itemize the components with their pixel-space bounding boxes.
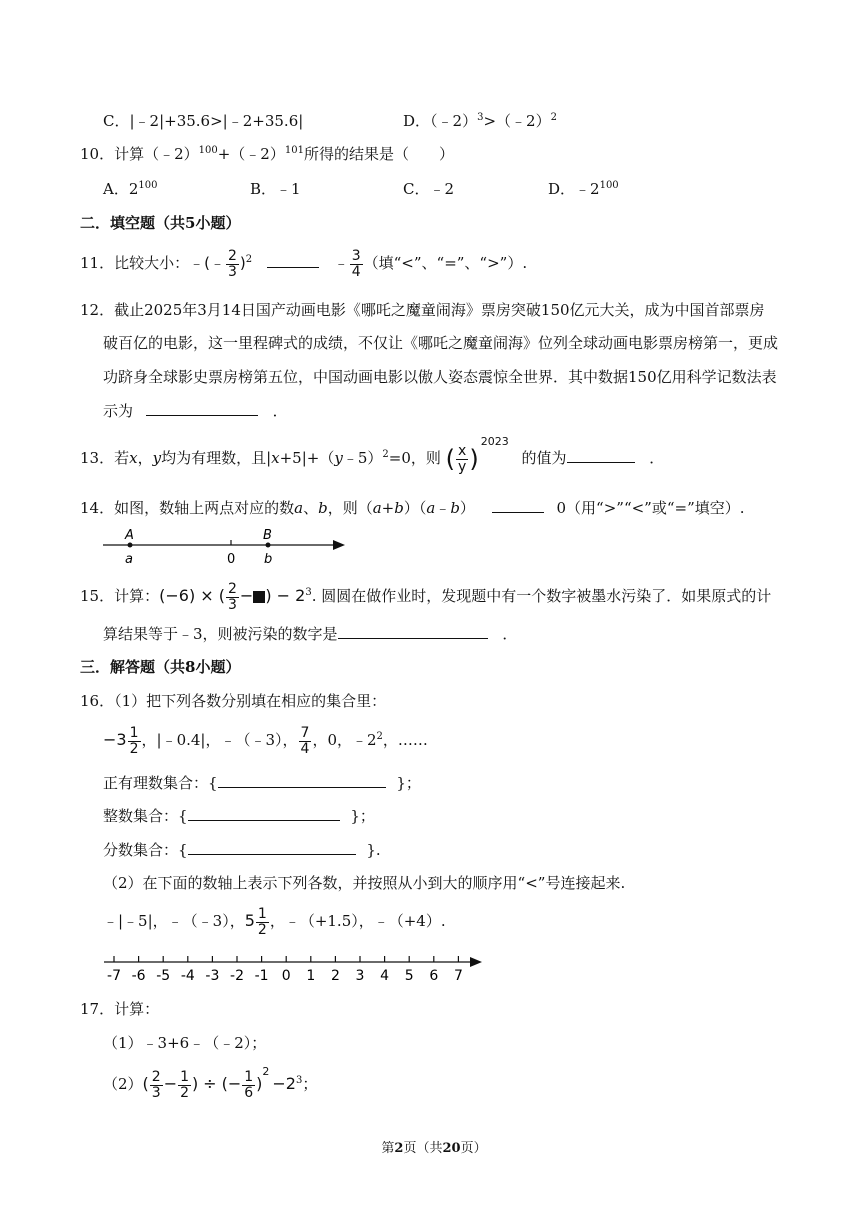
q16-set-positive-rational — [103, 771, 421, 794]
q10-option-c-value: ﹣2 — [429, 180, 455, 198]
q11-answer-blank[interactable] — [267, 251, 319, 268]
q16-tick-label: -7 — [107, 968, 121, 984]
q10-option-b — [250, 178, 301, 200]
q9-option-d-base2: （﹣2） — [496, 112, 551, 130]
q15-answer-blank[interactable] — [338, 622, 488, 639]
section-2-heading: 二．填空题（共5小题） — [80, 214, 241, 232]
q16-part-2-numbers — [103, 903, 446, 939]
q11-f2-denominator: 4 — [351, 263, 361, 280]
q13-text-4: +5|+（ — [279, 449, 335, 467]
q13-comma: ， — [137, 449, 153, 467]
q13-left-paren: ( — [445, 445, 456, 473]
q9-option-d-base1: （﹣2） — [430, 112, 478, 130]
q14-label-B: B — [263, 528, 272, 543]
q13-var-x: x — [129, 449, 138, 467]
q12-text-line-4: 示为 — [103, 402, 134, 420]
q13-exp-1: 2 — [382, 449, 389, 460]
q16-set3-end: }. — [366, 841, 381, 859]
q13-text-2: 均为有理数，且| — [161, 449, 272, 467]
q10-option-d-base: ﹣2 — [575, 180, 600, 198]
q14-text-7: b — [450, 499, 460, 517]
q14-text-6: ﹣ — [435, 499, 451, 517]
q16-part-1 — [80, 690, 386, 712]
q10-exp-2: 101 — [284, 145, 304, 156]
q17-p2-fraction-b — [178, 1070, 191, 1101]
q16-tick-label: -5 — [156, 968, 171, 984]
q14-answer-blank[interactable] — [492, 496, 544, 513]
q16-tick-label: -2 — [230, 968, 244, 984]
q11-fraction-2 — [350, 249, 363, 280]
q10-option-a-label: A． — [103, 180, 129, 198]
q15-text-1: 计算： — [114, 587, 160, 605]
q14-number: 14． — [80, 499, 115, 517]
q10-option-c — [403, 178, 454, 200]
q10-option-d — [548, 178, 619, 200]
q13-text-5: y — [334, 449, 343, 467]
q17-p2-left-paren: ( — [142, 1074, 149, 1093]
q15-exp: 3 — [305, 587, 312, 598]
q15-expr-3: ) − 2 — [265, 586, 306, 605]
q15-end: ． — [502, 625, 518, 643]
q13-f-numerator: x — [458, 442, 467, 459]
q17-p2-right-paren-2: ) — [256, 1074, 263, 1093]
q16-part-1-text: （1）把下列各数分别填在相应的集合里： — [114, 692, 387, 710]
q16-tick-label: -1 — [254, 968, 269, 984]
q14-stem — [80, 496, 745, 519]
q13-exponent: 2023 — [480, 435, 509, 448]
section-3-heading: 三．解答题（共8小题） — [80, 658, 241, 676]
q13-text-7: =0，则 — [388, 449, 441, 467]
footer-pre: 第 — [381, 1141, 395, 1156]
q17-p2-b-denominator: 2 — [180, 1084, 190, 1101]
q9-option-d-op: > — [483, 112, 497, 130]
q16-tick-label: -4 — [180, 968, 195, 984]
q14-label-b: b — [264, 552, 273, 567]
q16-n3-numerator: 7 — [300, 724, 310, 741]
q14-text-8: ） — [459, 499, 475, 517]
q16-tick-label: 0 — [281, 968, 291, 984]
q12-end: ． — [272, 402, 288, 420]
q16-tick-label: 1 — [306, 968, 316, 984]
q10-option-b-label: B． — [250, 180, 277, 198]
footer-post: 页） — [460, 1141, 487, 1156]
q10-option-d-exp: 100 — [599, 180, 619, 191]
q16-set3-blank[interactable] — [188, 838, 356, 855]
q17-p2-tail: −2 — [272, 1074, 296, 1093]
q16-set-integer — [103, 804, 375, 827]
q9-option-c — [103, 110, 303, 132]
q15-number: 15． — [80, 587, 115, 605]
q11-text-1: 比较大小： — [114, 254, 190, 272]
q14-axis-arrow — [333, 540, 345, 550]
q10-option-a-base: 2 — [128, 180, 139, 198]
q11-text-2: （填“<”、“=”、“>”）. — [363, 254, 528, 272]
q13 — [80, 435, 665, 478]
q15-line-1 — [80, 578, 771, 614]
q11-fraction-1 — [226, 249, 239, 280]
q16-part-2: （2）在下面的数轴上表示下列各数，并按照从小到大的顺序用“<”号连接起来. — [103, 874, 626, 892]
q16-m3: ，﹣（+1.5），﹣（+4）. — [269, 912, 446, 930]
q17-p2-fraction-a — [150, 1070, 163, 1101]
q13-answer-blank[interactable] — [567, 446, 635, 463]
q16-number-list — [103, 722, 428, 758]
q9-option-d — [403, 110, 557, 132]
q12-line-3: 功跻身全球影史票房榜第五位，中国动画电影以傲人姿态震惊全世界．其中数据150亿用科学记数法表 — [103, 368, 777, 386]
q17-stem — [80, 998, 159, 1020]
q10-option-b-value: ﹣1 — [276, 180, 301, 198]
q14-number-line — [95, 525, 355, 570]
q15-text-2: . 圆圆在做作业时，发现题中有一个数字被墨水污染了．如果原式的计 — [311, 587, 772, 605]
q17-number: 17． — [80, 1000, 115, 1018]
q9-option-c-label: C． — [103, 112, 130, 130]
q16-set3-label: 分数集合：{ — [103, 841, 188, 859]
q17-p2-c-denominator: 6 — [244, 1084, 254, 1101]
q11-f1-prefix: ﹣(﹣ — [189, 254, 225, 272]
q16-m2-numerator: 1 — [257, 905, 267, 922]
q16-n4-exp: 2 — [376, 731, 383, 742]
q15-f-numerator: 2 — [228, 580, 237, 597]
q14-point-b — [266, 543, 271, 548]
q17-p2-a-numerator: 2 — [151, 1068, 161, 1085]
q17-p2-a-denominator: 3 — [151, 1084, 161, 1101]
q11-f1-suffix: ) — [239, 254, 246, 272]
q12-line-2: 破百亿的电影，这一里程碑式的成绩，不仅让《哪吒之魔童闹海》位列全球动画电影票房榜第一，更成 — [103, 334, 779, 352]
q9-option-d-exp2: 2 — [550, 112, 557, 123]
q14-text-9: 0（用“>”“<”或“=”填空）. — [556, 499, 745, 517]
q17-p2-tail-exp: 3 — [295, 1075, 303, 1086]
q16-tick-label: 5 — [404, 968, 414, 984]
q12-line-1 — [80, 299, 765, 321]
q14-text-2: ，则（ — [327, 499, 373, 517]
q16-m1: ﹣|﹣5|，﹣（﹣3）， — [103, 912, 245, 930]
q13-end: ． — [649, 449, 665, 467]
footer-mid: 页（共 — [403, 1141, 443, 1156]
q17-text-1: 计算： — [114, 1000, 160, 1018]
q16-tick-label: 4 — [380, 968, 390, 984]
q14-text-1: 如图，数轴上两点对应的数 — [114, 499, 295, 517]
q16-n1-prefix: −3 — [103, 730, 127, 749]
footer-page-number: 2 — [394, 1141, 404, 1156]
q10-stem — [80, 143, 454, 165]
q16-tick-label: 7 — [453, 968, 463, 984]
q17-p2-exp: 2 — [262, 1065, 270, 1078]
q16-set1-blank[interactable] — [218, 771, 386, 788]
q9-option-d-exp1: 3 — [477, 112, 484, 123]
q10-number: 10． — [80, 145, 115, 163]
q16-n3-denominator: 4 — [300, 740, 310, 757]
page-footer — [0, 1138, 868, 1160]
q12-text-line-1: 截止2025年3月14日国产动画电影《哪吒之魔童闹海》票房突破150亿元大关，成为中国首部票房 — [114, 301, 765, 319]
q13-f-denominator: y — [458, 458, 467, 475]
q9-option-c-text: |﹣2|+35.6>|﹣2+35.6| — [129, 112, 304, 130]
q13-var-y: y — [152, 449, 162, 467]
q16-tick-label: 3 — [355, 968, 365, 984]
q16-tick-label: -3 — [205, 968, 220, 984]
q11-f2-numerator: 3 — [351, 247, 361, 264]
q15-text-line-2: 算结果等于﹣3，则被污染的数字是 — [103, 625, 338, 643]
q16-n1-numerator: 1 — [129, 724, 139, 741]
q12-answer-blank[interactable] — [146, 399, 258, 416]
q17-part-2 — [103, 1064, 317, 1106]
q13-text-1: 若 — [114, 449, 130, 467]
q16-m2-fraction — [256, 907, 269, 938]
q16-set2-end: }； — [350, 807, 375, 825]
q17-p2-c-numerator: 1 — [244, 1068, 254, 1085]
q16-n3-fraction — [299, 726, 312, 757]
q15-f-denominator: 3 — [228, 596, 237, 613]
q12-line-4 — [103, 399, 288, 422]
q17-p2-right-paren: ) — [192, 1074, 199, 1093]
q10-option-a-exp: 100 — [138, 180, 158, 191]
q12-number: 12． — [80, 301, 115, 319]
q16-m2-denominator: 2 — [257, 921, 267, 938]
q16-tick-group — [107, 956, 463, 984]
q17-p2-label: （2） — [103, 1075, 143, 1093]
q16-set-fraction — [103, 838, 381, 861]
q10-exp-1: 100 — [198, 145, 218, 156]
q10-option-c-label: C． — [403, 180, 430, 198]
q14-sep: 、 — [303, 499, 319, 517]
q13-text-6: ﹣5） — [342, 449, 383, 467]
q13-text-8: 的值为 — [521, 449, 567, 467]
q11 — [80, 246, 527, 280]
q17-p2-minus: − — [163, 1074, 178, 1093]
q15-ink-blot — [253, 591, 265, 603]
q13-right-paren: ) — [469, 445, 479, 473]
q15-fraction — [226, 582, 239, 613]
q16-tick-label: 2 — [330, 968, 340, 984]
q17-p2-divide: ÷ (− — [203, 1074, 242, 1093]
q16-set2-label: 整数集合：{ — [103, 807, 188, 825]
q17-part-1: （1）﹣3+6﹣（﹣2）； — [103, 1034, 267, 1052]
q15-expr-1: (−6) × ( — [159, 586, 225, 605]
q16-n5: ，…… — [382, 731, 428, 749]
q16-number-line — [100, 950, 490, 986]
q16-m2-prefix: 5 — [244, 911, 255, 930]
q14-text-4: ）（ — [403, 499, 427, 517]
q14-text-3: a+b — [372, 499, 404, 517]
q14-var-b: b — [318, 499, 328, 517]
q17-p2-b-numerator: 1 — [180, 1068, 190, 1085]
q14-point-a — [128, 543, 133, 548]
q16-axis-arrow — [470, 957, 482, 967]
q16-n4: ，0，﹣2 — [312, 731, 377, 749]
q14-text-5: a — [426, 499, 436, 517]
q16-tick-label: 6 — [429, 968, 439, 984]
q14-label-A: A — [125, 528, 134, 543]
q14-var-a: a — [294, 499, 304, 517]
q14-label-a: a — [125, 552, 133, 567]
q17-p2-end: ； — [302, 1075, 318, 1093]
q16-set1-end: }； — [396, 774, 421, 792]
q17-p2-fraction-c — [242, 1070, 255, 1101]
q10-option-d-label: D． — [548, 180, 576, 198]
q11-f1-denominator: 3 — [227, 263, 237, 280]
q16-set1-label: 正有理数集合：{ — [103, 774, 218, 792]
q15-line-2 — [103, 622, 517, 645]
q10-option-a — [103, 178, 157, 200]
q16-number: 16． — [80, 692, 115, 710]
q15-expr-2: − — [239, 586, 254, 605]
q11-negative-sign: ﹣ — [333, 254, 349, 272]
q13-fraction — [456, 444, 468, 475]
q11-f1-numerator: 2 — [227, 247, 237, 264]
q11-number: 11． — [80, 254, 115, 272]
q16-tick-label: -6 — [131, 968, 146, 984]
q13-number: 13． — [80, 449, 115, 467]
q10-text-1: 计算（﹣2） — [114, 145, 199, 163]
q16-n1-denominator: 2 — [129, 740, 139, 757]
q11-f1-exp: 2 — [245, 254, 253, 265]
q16-n1-fraction — [128, 726, 141, 757]
q16-n2: ，|﹣0.4|，﹣（﹣3）， — [141, 731, 298, 749]
footer-total-pages: 20 — [442, 1141, 461, 1156]
q9-option-d-label: D． — [403, 112, 431, 130]
q10-text-3: 所得的结果是（ ） — [303, 145, 454, 163]
q10-text-2: +（﹣2） — [217, 145, 285, 163]
q14-label-zero: 0 — [227, 552, 236, 567]
q16-set2-blank[interactable] — [188, 804, 340, 821]
q13-text-3: x — [271, 449, 280, 467]
